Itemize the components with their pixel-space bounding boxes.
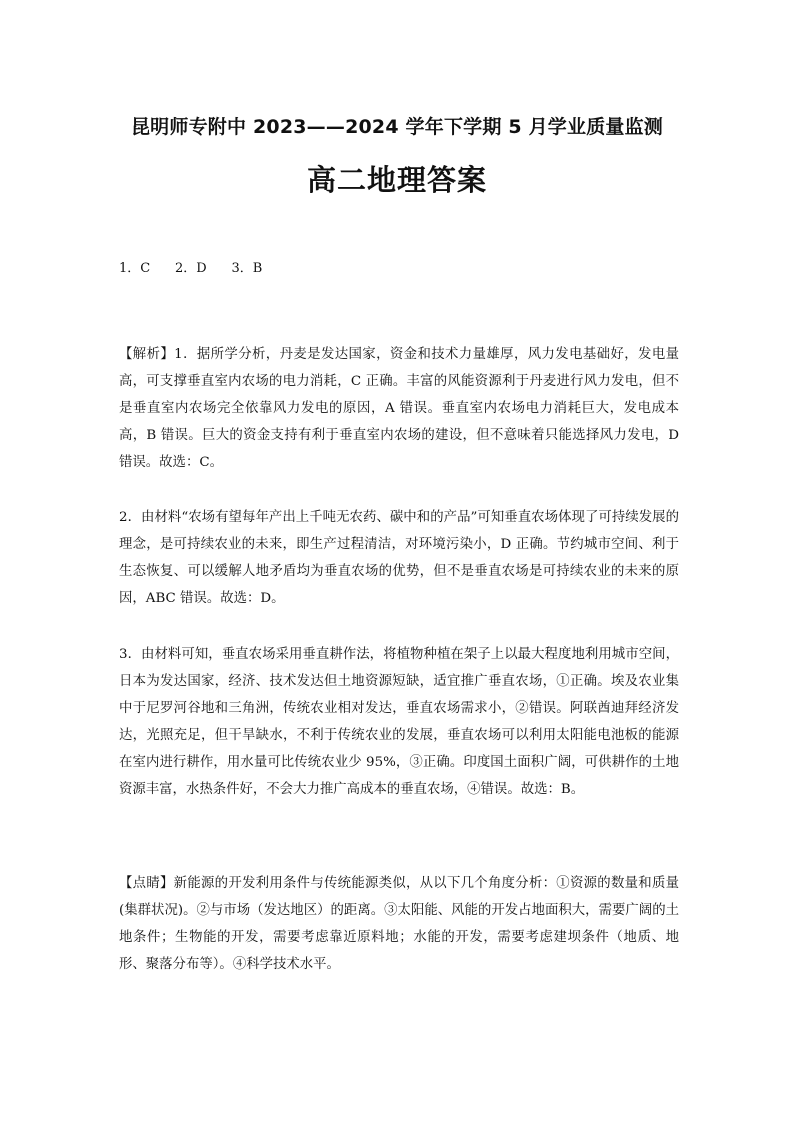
exam-title: 昆明师专附中 2023——2024 学年下学期 5 月学业质量监测 bbox=[130, 116, 664, 138]
key-point-text: 新能源的开发利用条件与传统能源类似，从以下几个角度分析：①资源的数量和质量(集群状况)。②与市场（发达地区）的距离。③太阳能、风能的开发占地面积大，需要广阔的土地条件；生物能的开发，需要考虑靠近原料地；水能的开发，需要考虑建坝条件（地质、地形、聚落分布等）。④科学技术水平。 bbox=[119, 876, 680, 972]
analysis-q1-text: 1．据所学分析，丹麦是发达国家，资金和技术力量雄厚，风力发电基础好，发电量高，可支撑垂直室内农场的电力消耗，C 正确。丰富的风能资源利于丹麦进行风力发电，但不是垂直室内农场完全依靠风力发电的原因，A 错误。垂直室内农场电力消耗巨大，发电成本高，B 错误。巨大的资金支持有利于垂直室内农场的建设，但不意味着只能选择风力发电，D 错误。故选：C。 bbox=[119, 347, 679, 470]
answer-key-line: 1．C 2．D 3．B bbox=[119, 261, 263, 276]
key-point-tag: 【点睛】 bbox=[119, 876, 174, 891]
key-point-paragraph bbox=[119, 870, 679, 978]
analysis-q1-paragraph bbox=[119, 341, 679, 476]
analysis-tag: 【解析】 bbox=[119, 347, 175, 362]
answer-sheet-heading: 高二地理答案 bbox=[306, 163, 487, 197]
analysis-q2-paragraph: 2．由材料“农场有望每年产出上千吨无农药、碳中和的产品”可知垂直农场体现了可持续发展的理念，是可持续农业的未来，即生产过程清洁，对环境污染小，D 正确。节约城市空间、利于生态恢复、可以缓解人地矛盾均为垂直农场的优势，但不是垂直农场是可持续农业的未来的原因，ABC 错误。故选：D。 bbox=[119, 510, 679, 606]
analysis-q3-paragraph: 3．由材料可知，垂直农场采用垂直耕作法，将植物种植在架子上以最大程度地利用城市空间，日本为发达国家，经济、技术发达但土地资源短缺，适宜推广垂直农场，①正确。埃及农业集中于尼罗河谷地和三角洲，传统农业相对发达，垂直农场需求小，②错误。阿联酋迪拜经济发达，光照充足，但干旱缺水，不利于传统农业的发展，垂直农场可以利用太阳能电池板的能源在室内进行耕作，用水量可比传统农业少 95%，③正确。印度国土面积广阔，可供耕作的土地资源丰富，水热条件好，不会大力推广高成本的垂直农场，④错误。故选：B。 bbox=[119, 647, 679, 797]
